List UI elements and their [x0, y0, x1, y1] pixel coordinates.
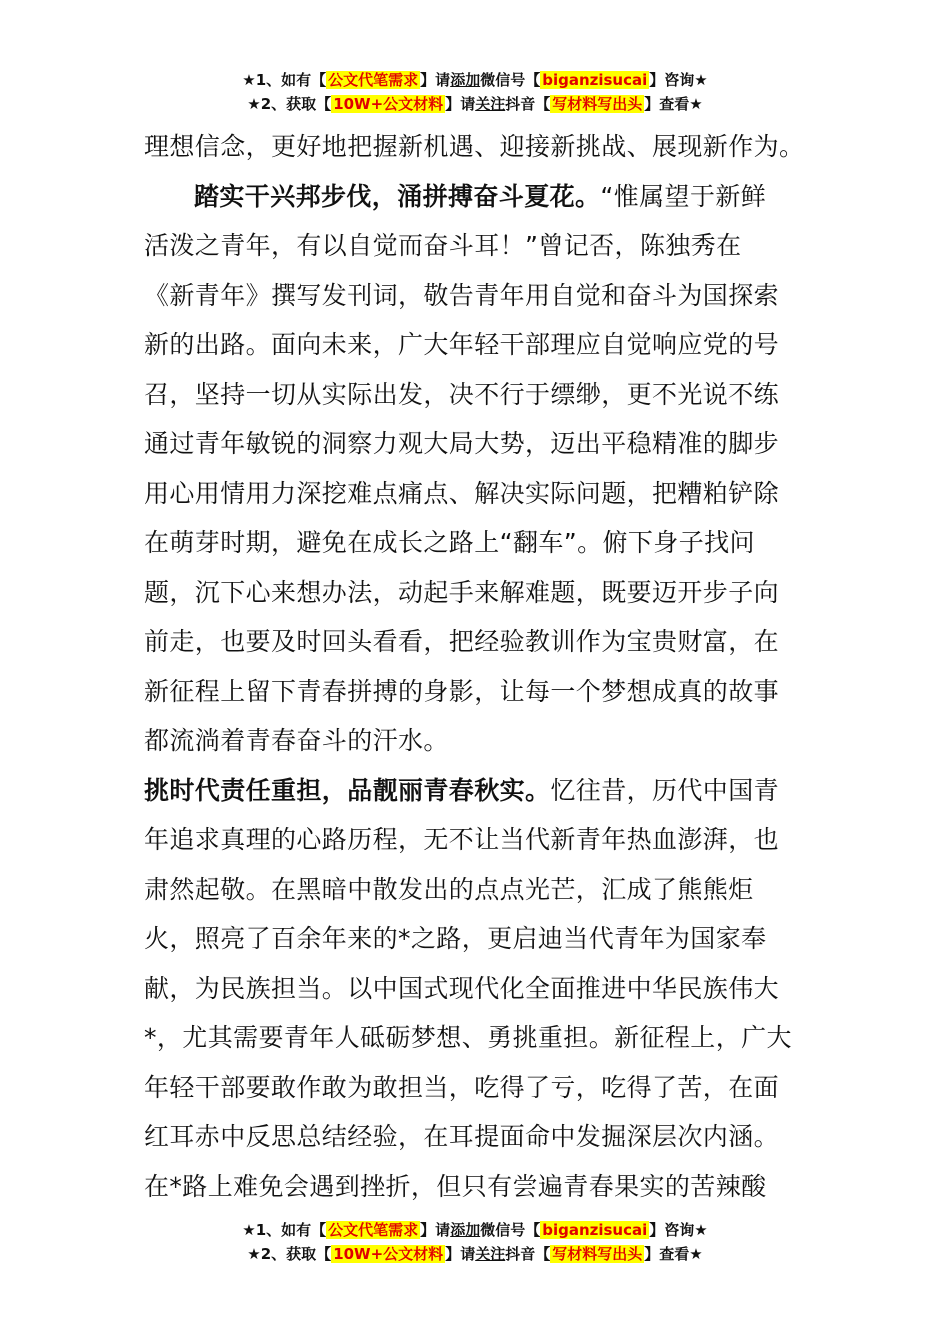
banner-underline: 关注 — [475, 95, 506, 113]
banner-text: ★1、如有【 — [242, 71, 327, 89]
text-line: 年追求真理的心路历程，无不让当代新青年热血澎湃，也 — [144, 825, 780, 854]
footer-banner — [0, 1218, 950, 1266]
text-line: 都流淌着青春奋斗的汗水。 — [144, 726, 449, 755]
banner-highlight: 10W+公文材料 — [333, 1245, 444, 1263]
text-line: 在*路上难免会遇到挫折，但只有尝遍青春果实的苦辣酸 — [144, 1171, 767, 1201]
text-line: 在萌芽时期，避免在成长之路上“翻车”。俯下身子找问 — [144, 528, 755, 557]
text-line: 题，沉下心来想办法，动起手来解难题，既要迈开步子向 — [144, 577, 780, 607]
banner-line-1 — [0, 1218, 950, 1242]
banner-text: 】请 — [445, 95, 476, 113]
text-line: 活泼之青年，有以自觉而奋斗耳！”曾记否，陈独秀在 — [144, 231, 742, 260]
text-line: 新征程上留下青春拼搏的身影，让每一个梦想成真的故事 — [144, 676, 780, 706]
text-line: 肃然起敬。在黑暗中散发出的点点光芒，汇成了熊熊炬 — [144, 874, 754, 904]
text-line: 召，坚持一切从实际出发，决不行于缥缈，更不光说不练 — [144, 379, 780, 409]
document-body — [144, 122, 814, 1211]
text-span: “惟属望于新鲜 — [600, 181, 767, 211]
banner-text: 微信号【 — [480, 71, 541, 89]
banner-wechat-id: biganzisucai — [542, 1221, 648, 1239]
text-line: 前走，也要及时回头看看，把经验教训作为宝贵财富，在 — [144, 627, 780, 656]
banner-underline: 添加 — [450, 1221, 481, 1239]
banner-highlight: 公文代笔需求 — [328, 1221, 419, 1239]
paragraph-2-first-line — [144, 172, 814, 222]
banner-wechat-id: biganzisucai — [542, 71, 648, 89]
banner-highlight: 10W+公文材料 — [333, 95, 444, 113]
banner-underline: 关注 — [475, 1245, 506, 1263]
banner-text: 】咨询★ — [649, 1221, 708, 1239]
paragraph-heading: 挑时代责任重担，品靓丽青春秋实。 — [144, 775, 551, 805]
banner-text: 】咨询★ — [649, 71, 708, 89]
text-line: 《新青年》撰写发刊词，敬告青年用自觉和奋斗为国探索 — [144, 280, 780, 310]
banner-text: 抖音【 — [505, 1245, 551, 1263]
text-line: 通过青年敏锐的洞察力观大局大势，迈出平稳精准的脚步 — [144, 429, 780, 458]
text-line: 新的出路。面向未来，广大年轻干部理应自觉响应党的号 — [144, 330, 780, 359]
banner-douyin-id: 写材料写出头 — [552, 1245, 643, 1263]
banner-text: ★2、获取【 — [247, 95, 332, 113]
text-line: 红耳赤中反思总结经验，在耳提面命中发掘深层次内涵。 — [144, 1122, 780, 1151]
banner-text: 】请 — [420, 1221, 451, 1239]
text-line: 火，照亮了百余年来的*之路，更启迪当代青年为国家奉 — [144, 924, 767, 953]
banner-text: 抖音【 — [505, 95, 551, 113]
banner-line-2 — [0, 92, 950, 116]
banner-text: ★1、如有【 — [242, 1221, 327, 1239]
banner-text: 微信号【 — [480, 1221, 541, 1239]
paragraph-heading: 踏实干兴邦步伐，涌拼搏奋斗夏花。 — [194, 181, 601, 211]
banner-line-1 — [0, 68, 950, 92]
banner-douyin-id: 写材料写出头 — [552, 95, 643, 113]
text-line: 用心用情用力深挖难点痛点、解决实际问题，把糟粕铲除 — [144, 478, 780, 508]
banner-line-2 — [0, 1242, 950, 1266]
text-line: 理想信念，更好地把握新机遇、迎接新挑战、展现新作为。 — [144, 132, 805, 161]
banner-text: 】请 — [420, 71, 451, 89]
banner-text: 】查看★ — [644, 1245, 703, 1263]
banner-text: 】请 — [445, 1245, 476, 1263]
text-line: 年轻干部要敢作敢为敢担当，吃得了亏，吃得了苦，在面 — [144, 1072, 780, 1102]
paragraph-3-first-line — [144, 766, 814, 816]
banner-underline: 添加 — [450, 71, 481, 89]
text-span: 忆往昔，历代中国青 — [550, 775, 780, 805]
banner-highlight: 公文代笔需求 — [328, 71, 419, 89]
header-banner — [0, 68, 950, 116]
banner-text: ★2、获取【 — [247, 1245, 332, 1263]
text-line: 献，为民族担当。以中国式现代化全面推进中华民族伟大 — [144, 973, 780, 1003]
banner-text: 】查看★ — [644, 95, 703, 113]
text-line: *，尤其需要青年人砥砺梦想、勇挑重担。新征程上，广大 — [144, 1023, 792, 1052]
